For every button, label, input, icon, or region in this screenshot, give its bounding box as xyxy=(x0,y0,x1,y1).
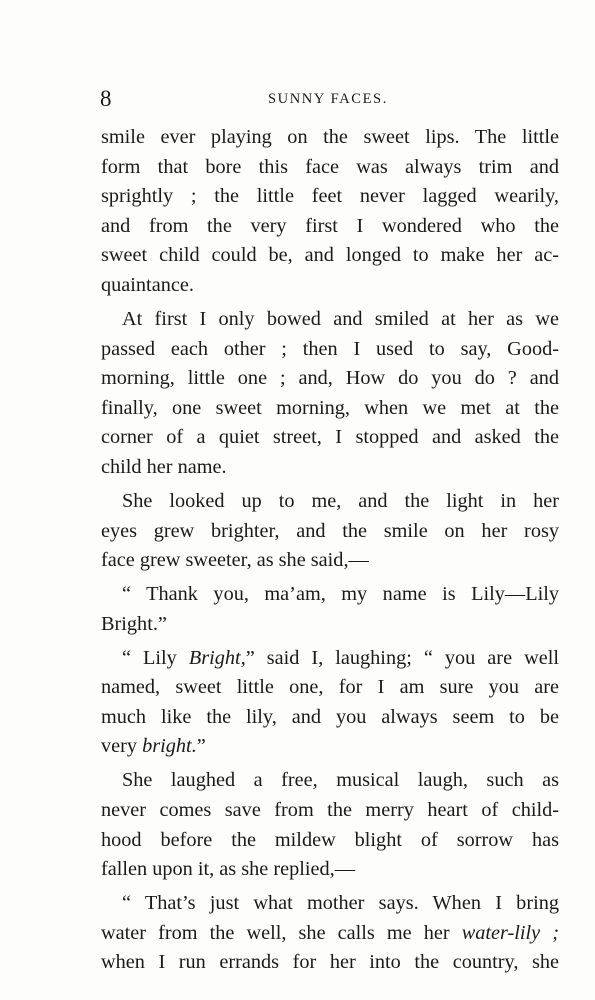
text-line: form that bore this face was always trim and xyxy=(101,155,559,178)
text-line: fallen upon it, as she replied,— xyxy=(101,858,356,881)
text-line: sprightly ; the little feet never lagged wearily, xyxy=(101,185,559,208)
text-run: “ Lily xyxy=(122,646,189,669)
text-line: smile ever playing on the sweet lips. The little xyxy=(101,126,559,148)
running-title: SUNNY FACES. xyxy=(268,91,388,107)
text-run: water from the well, she calls me her xyxy=(101,921,462,944)
text-line: hood before the mildew blight of sorrow has xyxy=(101,828,559,851)
text-line: never comes save from the merry heart of child- xyxy=(101,799,559,822)
text-line xyxy=(101,644,559,674)
text-line: Bright.” xyxy=(101,612,167,635)
text-line: passed each other ; then I used to say, Good- xyxy=(101,337,559,360)
text-line: when I run errands for her into the country, she xyxy=(101,951,559,974)
text-line: morning, little one ; and, How do you do ? and xyxy=(101,367,559,390)
body-text xyxy=(101,123,559,978)
italic-run: bright. xyxy=(142,735,197,758)
text-line xyxy=(101,919,559,949)
text-line xyxy=(101,732,559,762)
text-line: much like the lily, and you always seem to be xyxy=(101,705,559,728)
text-line: “ Thank you, ma’am, my name is Lily—Lily xyxy=(122,583,559,606)
running-head xyxy=(100,84,558,114)
text-line: and from the very first I wondered who the xyxy=(101,214,559,237)
text-line: face grew sweeter, as she said,— xyxy=(101,549,369,572)
text-line: “ That’s just what mother says. When I bring xyxy=(122,892,559,915)
text-run: very xyxy=(101,735,143,758)
text-line: finally, one sweet morning, when we met at the xyxy=(101,396,559,419)
text-line: She looked up to me, and the light in her xyxy=(122,489,559,512)
text-line: eyes grew brighter, and the smile on her rosy xyxy=(101,519,559,542)
italic-run: Bright, xyxy=(188,646,246,669)
text-line: quaintance. xyxy=(101,273,194,296)
text-line: sweet child could be, and longed to make her ac- xyxy=(101,244,559,267)
text-line: named, sweet little one, for I am sure you are xyxy=(101,676,559,699)
text-line: child her name. xyxy=(101,455,227,478)
text-line: At first I only bowed and smiled at her as we xyxy=(122,307,559,330)
text-line: corner of a quiet street, I stopped and asked the xyxy=(101,426,559,449)
italic-run: water-lily ; xyxy=(461,921,559,944)
text-run: ” xyxy=(196,735,206,758)
text-line: She laughed a free, musical laugh, such as xyxy=(122,769,559,792)
page-number: 8 xyxy=(100,86,112,111)
text-run: ” said I, laughing; “ you are well xyxy=(245,646,559,669)
